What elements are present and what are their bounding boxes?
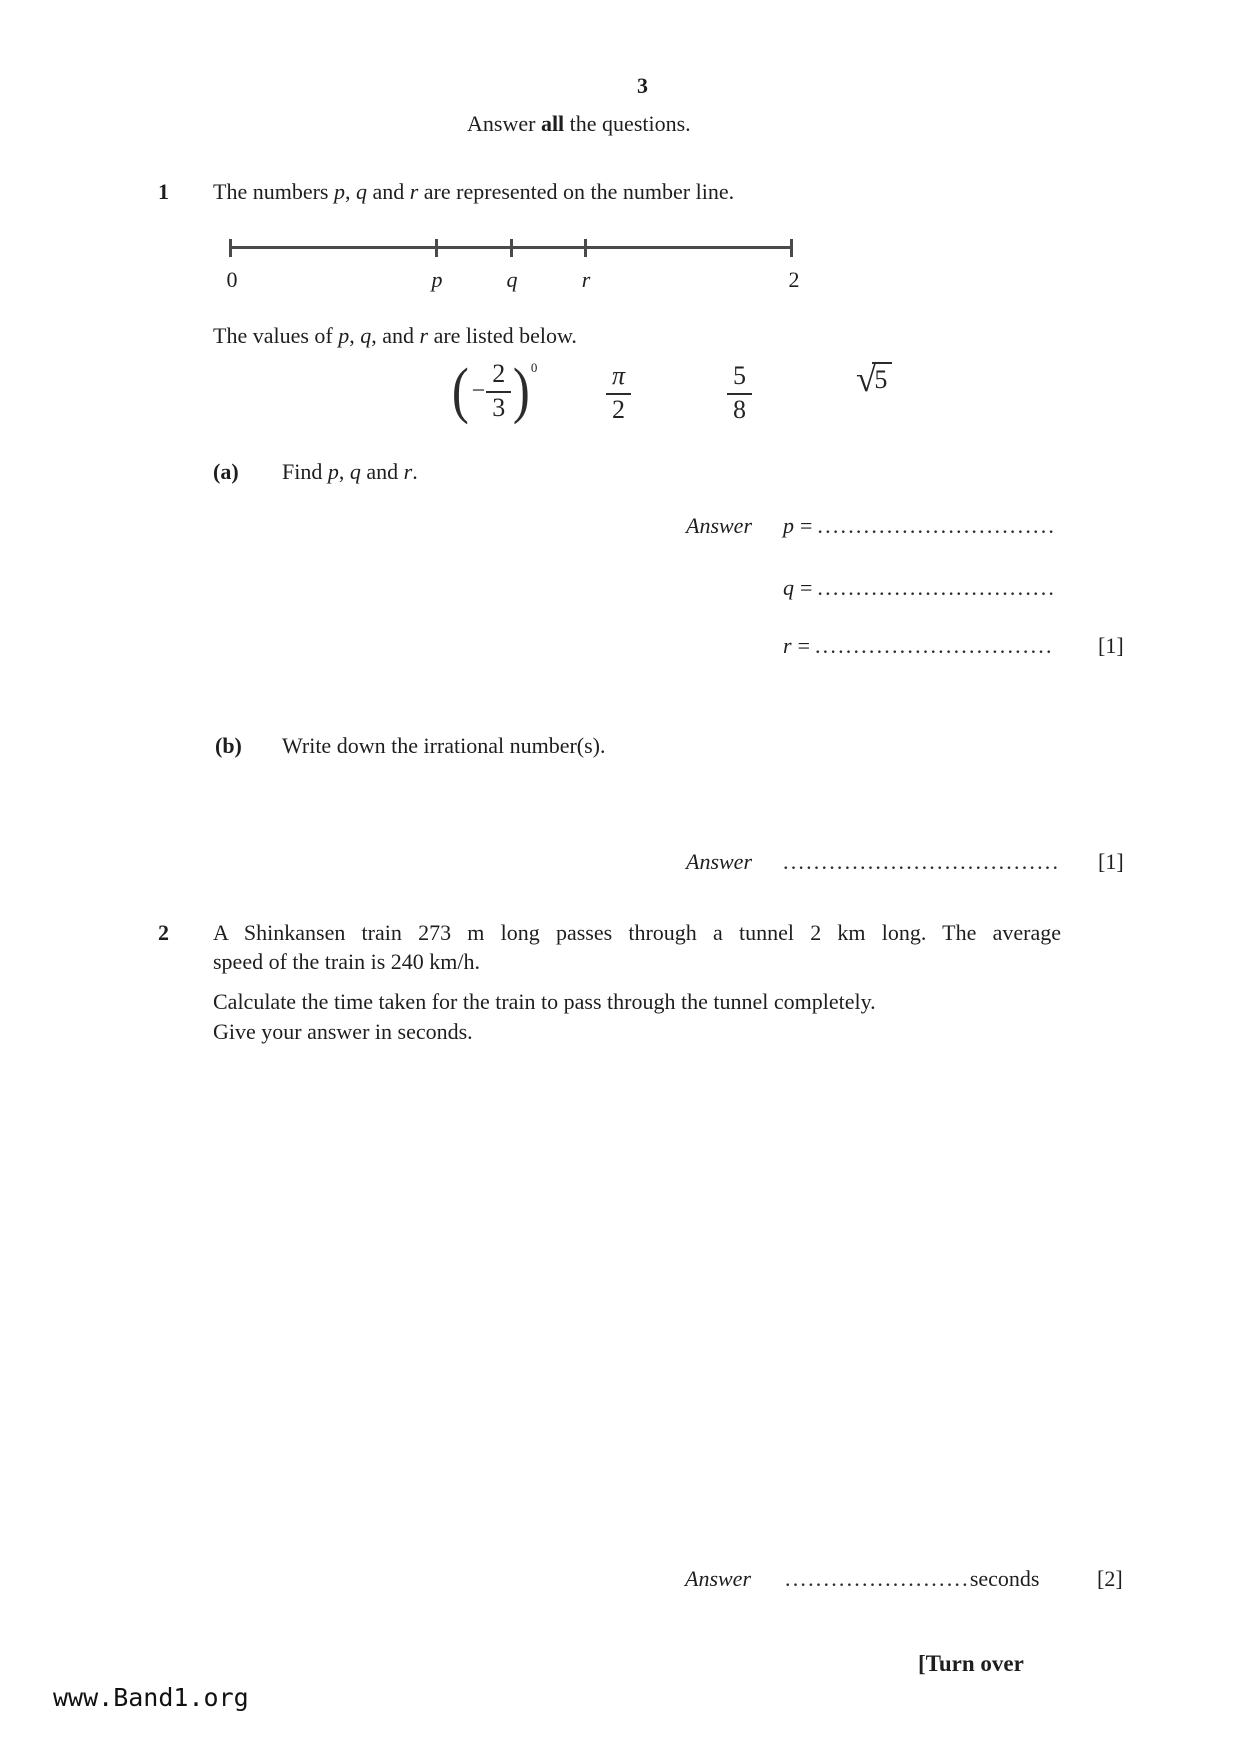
part-a-find: Find — [282, 459, 328, 484]
part-a-sep2: and — [360, 459, 404, 484]
q1-intro-sep1: , — [344, 179, 356, 204]
numerator-pi: π — [606, 362, 631, 395]
number-line-label-zero: 0 — [226, 267, 238, 292]
page-number: 3 — [637, 73, 648, 98]
answer-var-p: p — [783, 513, 794, 538]
values-sep2: , and — [371, 323, 420, 348]
dotted-answer-line-b: .................................... — [783, 849, 1061, 874]
expression-five-eighths — [727, 362, 752, 424]
answer-unit-seconds: seconds — [969, 1566, 1040, 1591]
values-text: The values of — [213, 323, 339, 348]
q1-values-line — [213, 322, 577, 350]
open-paren: ( — [451, 357, 469, 425]
values-var-p: p — [338, 323, 350, 348]
number-line-tick-q — [510, 239, 513, 257]
part-a-label: (a) — [213, 459, 239, 484]
numerator-five: 5 — [727, 362, 752, 395]
answer-label-b: Answer — [686, 849, 752, 874]
number-line-label-q: q — [506, 267, 518, 292]
equals-sign: = — [800, 575, 813, 600]
q1-var-p: p — [333, 179, 345, 204]
expression-neg-two-thirds-power-zero — [450, 359, 537, 423]
answer-line-q — [783, 574, 1056, 602]
part-b-label: (b) — [215, 733, 242, 758]
part-a-var-p: p — [327, 459, 339, 484]
q1-intro-sep2: and — [366, 179, 410, 204]
website-watermark: www.Band1.org — [53, 1683, 249, 1712]
answer-line-p — [783, 512, 1056, 540]
values-var-r: r — [419, 323, 429, 348]
answer-label-a: Answer — [686, 513, 752, 538]
question-2-number: 2 — [158, 920, 169, 945]
numerator: 2 — [486, 360, 511, 393]
question-1-intro — [213, 178, 734, 206]
part-a-var-r: r — [403, 459, 413, 484]
question-2-line3: Calculate the time taken for the train to pass through the tunnel completely. — [213, 989, 876, 1014]
question-2-line4: Give your answer in seconds. — [213, 1019, 473, 1044]
part-a-sep1: , — [338, 459, 350, 484]
fraction-two-thirds — [486, 360, 511, 422]
answer-label-q2: Answer — [685, 1566, 751, 1591]
dotted-answer-line-q2: ........................ — [785, 1566, 970, 1591]
number-line-tick-2 — [790, 239, 793, 257]
answer-var-r: r — [783, 633, 792, 658]
expression-pi-over-two — [606, 362, 631, 424]
denominator-eight: 8 — [733, 394, 746, 424]
question-2-line1: A Shinkansen train 273 m long passes through a tunnel 2 km long. The average — [213, 920, 1061, 945]
instruction-line — [467, 110, 691, 138]
exponent-zero: 0 — [530, 360, 538, 375]
square-root — [856, 361, 892, 398]
number-line-tick-0 — [229, 239, 232, 257]
answer-var-q: q — [783, 575, 794, 600]
q1-var-q: q — [355, 179, 367, 204]
number-line-tick-p — [435, 239, 438, 257]
part-b-text: Write down the irrational number(s). — [282, 733, 606, 758]
values-end: are listed below. — [428, 323, 577, 348]
q1-intro-text: The numbers — [213, 179, 334, 204]
fraction-five-eighths — [727, 362, 752, 424]
instruction-bold-all: all — [540, 111, 565, 136]
part-a-var-q: q — [349, 459, 361, 484]
number-line-label-r: r — [581, 267, 591, 292]
q1-var-r: r — [409, 179, 419, 204]
marks-badge-a: [1] — [1098, 633, 1124, 658]
values-var-q: q — [360, 323, 372, 348]
turn-over-notice: [Turn over — [918, 1651, 1024, 1676]
minus-sign: − — [471, 378, 486, 404]
answer-line-q2 — [785, 1565, 1039, 1593]
marks-badge-b: [1] — [1098, 849, 1124, 874]
fraction-pi-two — [606, 362, 631, 424]
expression-sqrt-five — [856, 361, 892, 398]
denominator-two: 2 — [612, 394, 626, 424]
radical-sign: √ — [856, 359, 877, 400]
values-sep1: , — [349, 323, 361, 348]
dotted-answer-line-p: ............................... — [817, 513, 1057, 538]
instruction-pre: Answer — [467, 111, 541, 136]
question-2-line2: speed of the train is 240 km/h. — [213, 949, 481, 974]
part-a-text — [282, 458, 418, 486]
dotted-answer-line-r: ............................... — [814, 633, 1054, 658]
number-line-tick-r — [584, 239, 587, 257]
equals-sign: = — [800, 513, 813, 538]
q1-intro-end: are represented on the number line. — [418, 179, 735, 204]
question-1-number: 1 — [158, 179, 169, 204]
equals-sign: = — [797, 633, 810, 658]
close-paren: ) — [513, 357, 531, 425]
denominator: 3 — [492, 392, 506, 422]
number-line-label-two: 2 — [788, 267, 800, 292]
instruction-post: the questions. — [564, 111, 691, 136]
dotted-answer-line-q: ............................... — [817, 575, 1057, 600]
marks-badge-q2: [2] — [1097, 1566, 1123, 1591]
answer-line-r — [783, 632, 1054, 660]
number-line-label-p: p — [431, 267, 443, 292]
part-a-end: . — [412, 459, 418, 484]
radicand-five: 5 — [872, 362, 892, 395]
